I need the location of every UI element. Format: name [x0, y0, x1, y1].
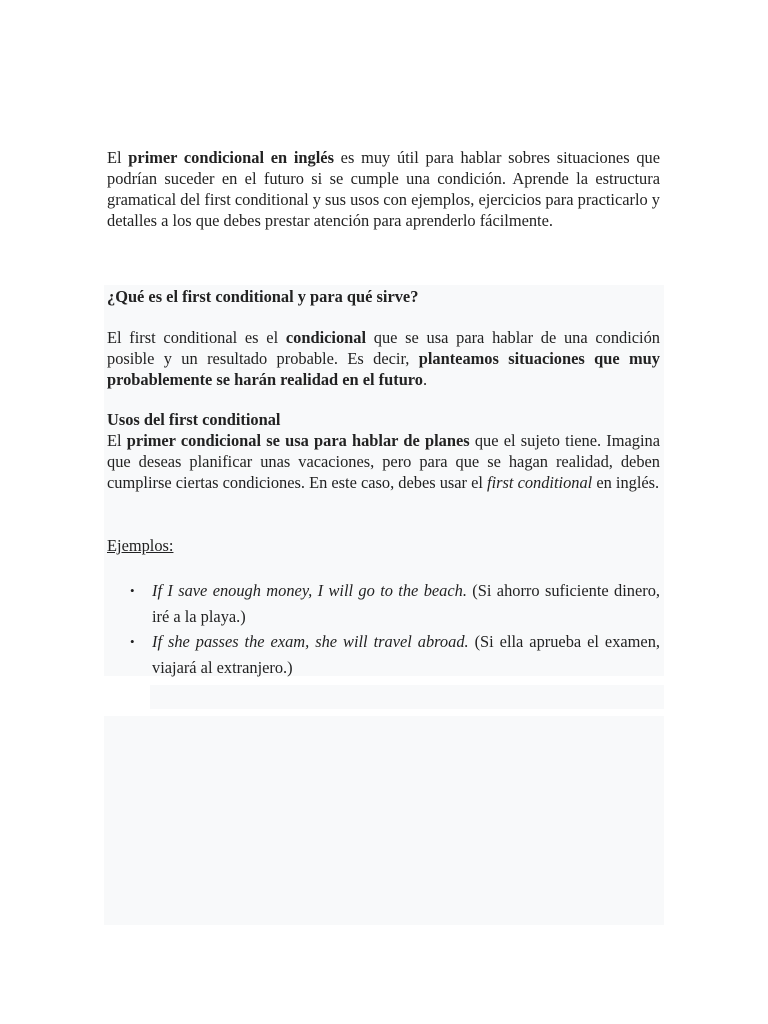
- section-heading: ¿Qué es el first conditional y para qué sirve?: [107, 287, 419, 306]
- definition-text: que se usa para hablar de una condición posible y un resultado probable. Es decir,: [107, 328, 660, 368]
- example-english: If I save enough money, I will go to the beach.: [152, 581, 467, 600]
- definition-bold-term: condicional: [285, 328, 367, 347]
- shaded-empty-strip: [150, 685, 664, 709]
- usos-text: en inglés.: [592, 473, 660, 492]
- usos-bold-phrase: primer condicional se usa para hablar de planes: [126, 431, 470, 450]
- example-spanish: (Si ella aprueba el examen, viajará al extranjero.): [152, 632, 660, 677]
- intro-paragraph: [107, 147, 660, 231]
- definition-text: .: [422, 370, 428, 389]
- examples-list: [130, 578, 660, 680]
- usos-text: El: [107, 431, 127, 450]
- intro-text: El: [107, 148, 129, 167]
- shaded-empty-block: [104, 716, 664, 925]
- usos-paragraph: [107, 430, 660, 493]
- ejemplos-label: Ejemplos:: [107, 536, 174, 555]
- definition-bold-phrase: planteamos situaciones que muy probablemente se harán realidad en el futuro: [107, 349, 660, 389]
- bullet-icon: •: [130, 583, 135, 598]
- list-item: [130, 629, 660, 680]
- bullet-icon: •: [130, 634, 135, 649]
- definition-text: El first conditional es el: [107, 328, 286, 347]
- example-english: If she passes the exam, she will travel abroad.: [152, 632, 469, 651]
- list-item: [130, 578, 660, 629]
- usos-text: que el sujeto tiene. Imagina que deseas planificar unas vacaciones, pero para que se hagan realidad, deben cumplirse ciertas condiciones. En este caso, debes usar el: [107, 431, 661, 492]
- intro-bold-term: primer condicional en inglés: [128, 148, 334, 167]
- usos-italic-term: first conditional: [487, 473, 593, 492]
- intro-text: es muy útil para hablar sobres situaciones que podrían suceder en el futuro si se cumple una condición. Aprende la estructura gramatical del first conditional y sus usos con ejemplos, ejercicios para practicarlo y detalles a los que debes prestar atención para aprenderlo fácilmente.: [107, 148, 660, 230]
- definition-paragraph: [107, 327, 660, 390]
- usos-heading: Usos del first conditional: [107, 410, 281, 429]
- example-spanish: (Si ahorro suficiente dinero, iré a la playa.): [152, 581, 660, 626]
